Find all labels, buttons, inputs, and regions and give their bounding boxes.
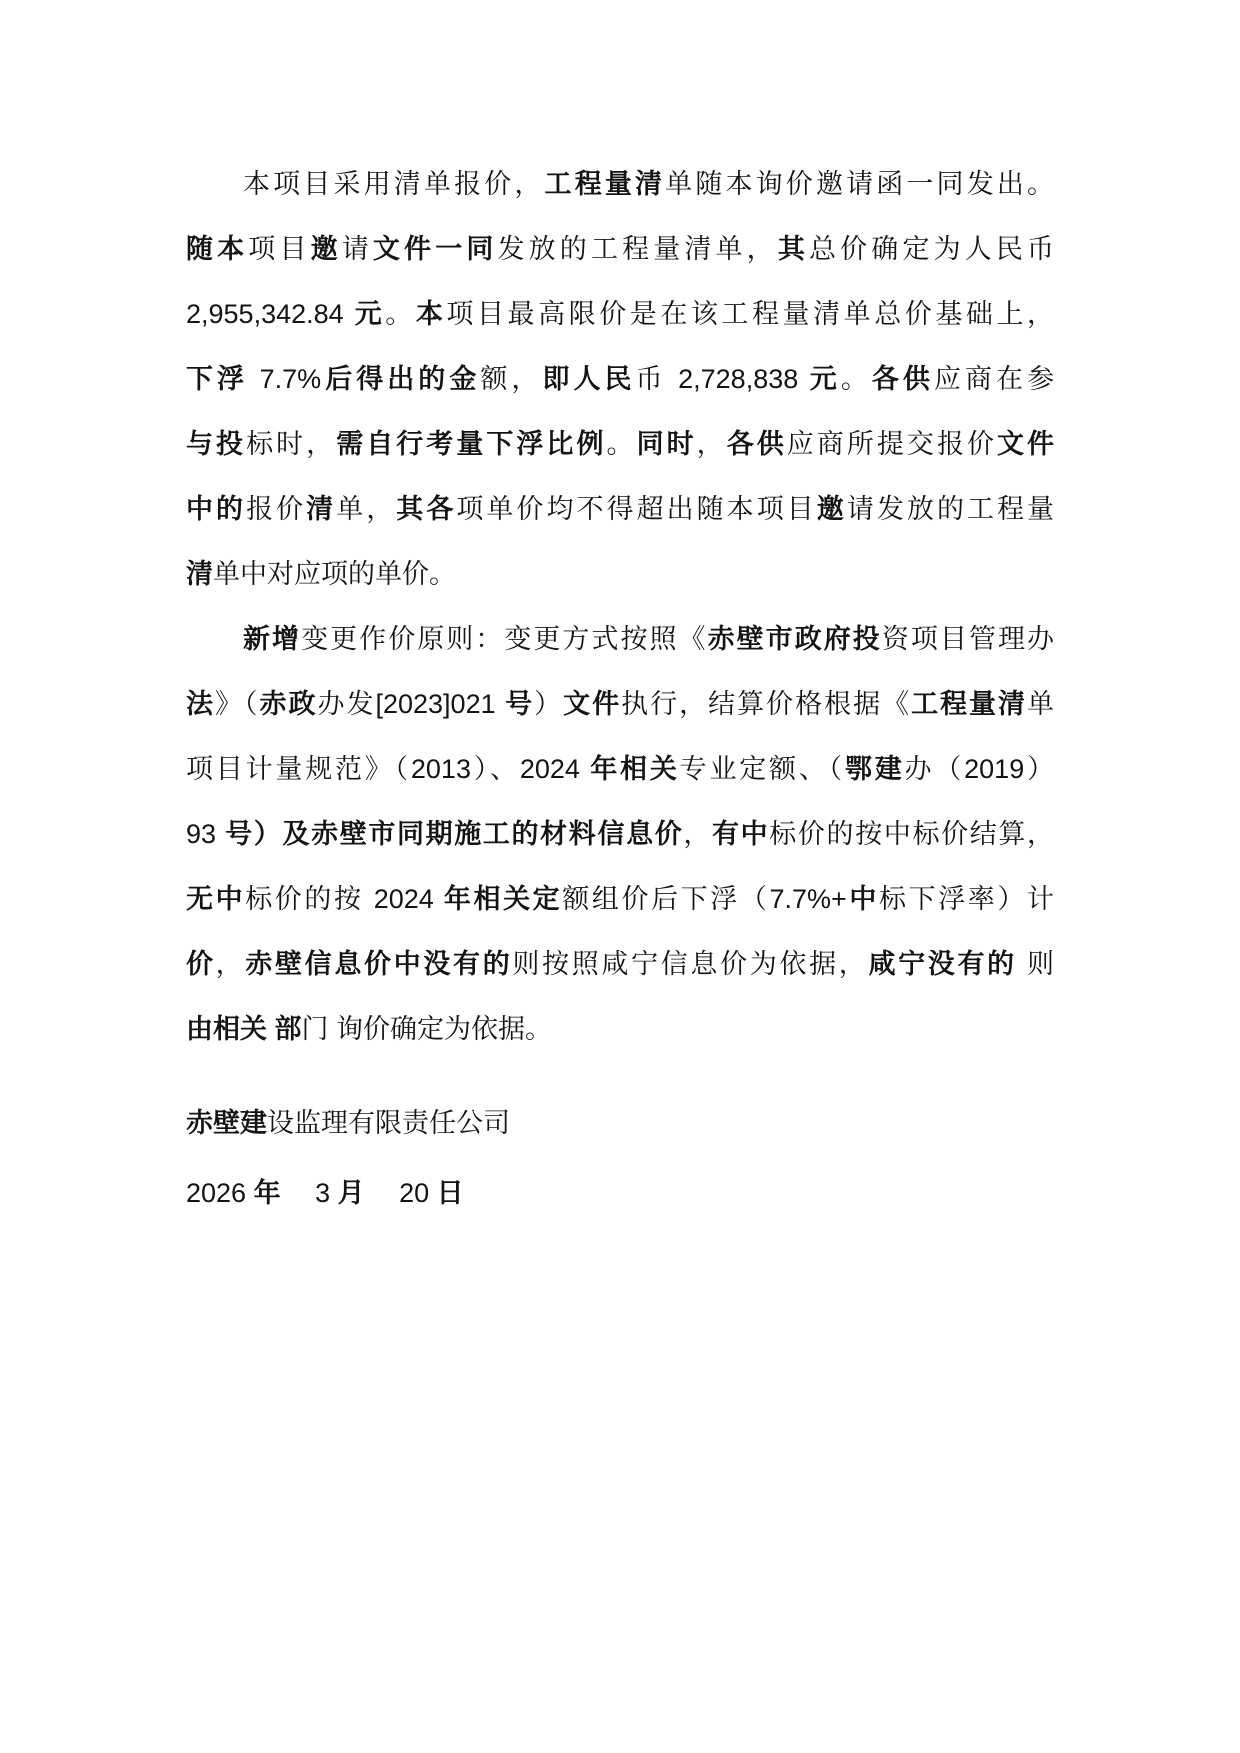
text-run: 单中对应项的单价。 (213, 559, 456, 589)
bold-text-run: 咸宁没有的 (868, 949, 1017, 979)
text-run: 》（ (215, 689, 260, 719)
bold-text-run: 工程量清 (911, 689, 1028, 719)
bold-text-run: 月 (337, 1178, 365, 1208)
text-run (267, 1014, 275, 1044)
text-run: 应商所提交报价 (786, 429, 998, 459)
bold-text-run: 年相关定 (443, 884, 563, 914)
text-run: 专业定额、（ (679, 754, 845, 784)
text-line (186, 347, 1054, 412)
text-line (186, 672, 1054, 737)
text-run: 。 (840, 364, 872, 394)
company-name (186, 1091, 993, 1156)
bold-text-run: 各供 (871, 364, 934, 394)
bold-text-run: 号 (505, 689, 535, 719)
text-run: 项目 (248, 234, 311, 264)
text-line (186, 152, 1054, 217)
text-run: 标价的按 2024 (245, 884, 444, 914)
text-run: 额， (480, 364, 543, 394)
text-run: 2026 (186, 1178, 254, 1208)
bold-text-run: 日 (436, 1178, 464, 1208)
text-run: 请发放的工程量 (846, 494, 1055, 524)
text-run: 额组价后下浮（7.7%+ (562, 884, 847, 914)
text-run: 20 (364, 1178, 437, 1208)
text-run: 发放的工程量清单， (497, 234, 778, 264)
text-run: 总价确定为人民币 (809, 234, 1055, 264)
text-run: 应商在参 (933, 364, 1055, 394)
text-run: 询价确定为依据。 (336, 1014, 553, 1044)
bold-text-run: 文件 (563, 689, 622, 719)
bold-text-run: 同时 (636, 429, 697, 459)
bold-text-run: 元 (354, 299, 386, 329)
text-line (186, 282, 1054, 347)
text-line (186, 477, 1054, 542)
bold-text-run: 文件一同 (372, 234, 498, 264)
text-run: ， (696, 429, 727, 459)
bold-text-run: 邀 (816, 494, 847, 524)
text-line (186, 607, 1054, 672)
bold-text-run: 邀 (310, 234, 342, 264)
text-run: 请 (341, 234, 373, 264)
bold-text-run: 赤壁信息价中没有的 (245, 949, 513, 979)
bold-text-run: 清 (306, 494, 337, 524)
bold-text-run: 元 (809, 364, 841, 394)
bold-text-run: 其各 (396, 494, 457, 524)
text-run: 项目计量规范》（2013）、2024 (186, 754, 591, 784)
text-line (186, 542, 1054, 607)
signature-block (186, 1091, 993, 1226)
text-run: 7.7% (248, 364, 322, 394)
text-run: 单 (1027, 689, 1055, 719)
bold-text-run: 中 (846, 884, 879, 914)
text-run: 项目最高限价是在该工程量清单总价基础上， (446, 299, 1055, 329)
bold-text-run: 随本 (186, 234, 249, 264)
text-run: ， (215, 949, 246, 979)
text-run: 2,955,342.84 (186, 299, 355, 329)
bold-text-run: 需自行考量下浮比例 (336, 429, 607, 459)
bold-text-run: 赤壁建 (186, 1108, 267, 1138)
bold-text-run: 由相关 (186, 1014, 267, 1044)
text-run: 标时， (246, 429, 337, 459)
text-run: 执行，结算价格根据《 (621, 689, 912, 719)
text-line (186, 217, 1054, 282)
document-body (186, 152, 1054, 1062)
text-run: 资项目管理办 (881, 624, 1055, 654)
bold-text-run: 新增 (243, 624, 302, 654)
text-run: 。 (385, 299, 416, 329)
text-run: 报价 (246, 494, 307, 524)
paragraph-change-pricing-principles (186, 607, 1054, 1062)
bold-text-run: 各供 (726, 429, 787, 459)
text-run: 本项目采用清单报价， (243, 169, 545, 199)
text-line (186, 867, 1054, 932)
text-run: 设监理有限责任公司 (267, 1108, 510, 1138)
text-run: 门 (301, 1014, 337, 1044)
bold-text-run: 鄂建 (844, 754, 905, 784)
bold-text-run: 法 (186, 689, 215, 719)
text-line (186, 802, 1054, 867)
text-run: 则按照咸宁信息价为依据， (512, 949, 869, 979)
text-line (186, 997, 1054, 1062)
text-run: 币 2,728,838 (635, 364, 810, 394)
bold-text-run: 年 (253, 1178, 281, 1208)
bold-text-run: 号）及赤壁市同期施工的材料信息价 (225, 819, 684, 849)
text-line (186, 737, 1054, 802)
bold-text-run: 无中 (186, 884, 246, 914)
document-date (186, 1161, 993, 1226)
text-run: 办发[2023]021 (317, 689, 506, 719)
bold-text-run: 工程量清 (544, 169, 666, 199)
bold-text-run: 中的 (186, 494, 247, 524)
bold-text-run: 下浮 (186, 364, 249, 394)
text-run: 办（2019） (904, 754, 1055, 784)
bold-text-run: 价 (186, 949, 216, 979)
text-run: 单随本询价邀请函一同发出。 (665, 169, 1055, 199)
bold-text-run: 与投 (186, 429, 247, 459)
bold-text-run: 其 (777, 234, 809, 264)
bold-text-run: 有中 (712, 819, 770, 849)
bold-text-run: 部 (274, 1014, 302, 1044)
text-run: ， (683, 819, 712, 849)
text-run: 标价的按中标价结算， (769, 819, 1055, 849)
bold-text-run: 年相关 (590, 754, 680, 784)
text-run: ） (534, 689, 564, 719)
text-run: 则 (1016, 949, 1054, 979)
text-line (186, 932, 1054, 997)
text-run: 项单价均不得超出随本项目 (456, 494, 817, 524)
paragraph-quotation-rules (186, 152, 1054, 607)
bold-text-run: 清 (186, 559, 213, 589)
bold-text-run: 赤壁市政府投 (707, 624, 882, 654)
bold-text-run: 文件 (997, 429, 1055, 459)
text-run: 93 (186, 819, 226, 849)
text-run: 单， (336, 494, 397, 524)
text-run: 变更作价原则：变更方式按照《 (301, 624, 708, 654)
bold-text-run: 赤政 (259, 689, 318, 719)
text-run: 3 (280, 1178, 338, 1208)
text-run: 。 (606, 429, 637, 459)
bold-text-run: 即人民 (542, 364, 636, 394)
text-run: 标下浮率）计 (879, 884, 1055, 914)
text-line (186, 412, 1054, 477)
bold-text-run: 后得出的金 (321, 364, 481, 394)
bold-text-run: 本 (415, 299, 447, 329)
